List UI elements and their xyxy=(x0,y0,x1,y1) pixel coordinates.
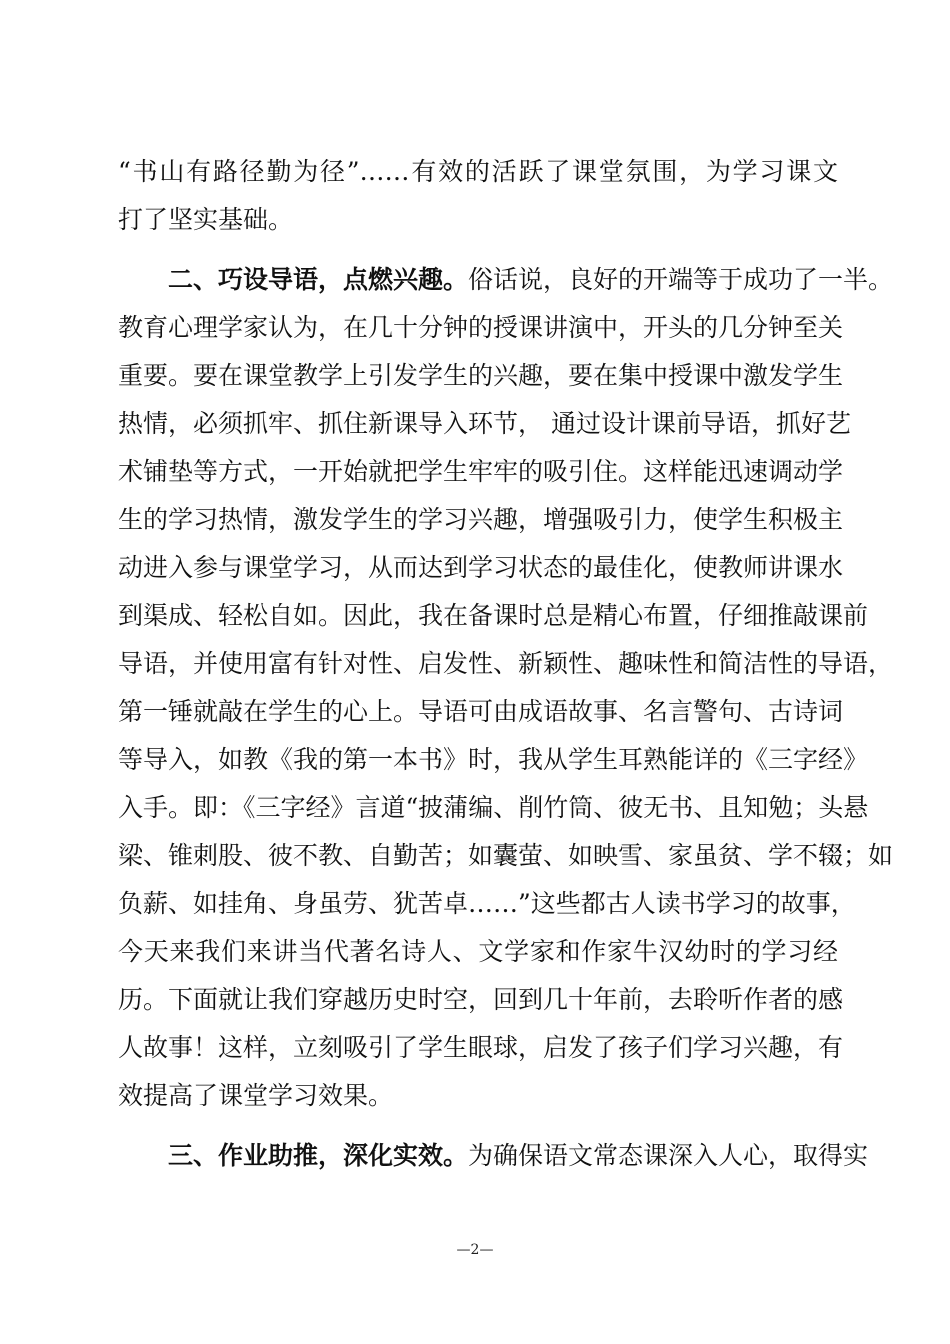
text-line: 重要。要在课堂教学上引发学生的兴趣，要在集中授课中激发学生 xyxy=(118,361,844,390)
text-line: 梁、锥刺股、彼不教、自勤苦；如囊萤、如映雪、家虽贫、学不辍；如 xyxy=(118,841,894,870)
page-number: —2— xyxy=(456,1242,494,1258)
text-line: 入手。即：《三字经》言道“披蒲编、削竹筒、彼无书、且知勉；头悬 xyxy=(118,793,869,822)
paragraph-1 xyxy=(118,148,838,244)
text-line xyxy=(118,1132,869,1180)
text-line: 术铺垫等方式，一开始就把学生牢牢的吸引住。这样能迅速调动学 xyxy=(118,457,844,486)
text-line xyxy=(118,256,894,304)
text-line: “书山有路径勤为径”……有效的活跃了课堂氛围，为学习课文 xyxy=(118,157,838,186)
text-line: 今天来我们来讲当代著名诗人、文学家和作家牛汉幼时的学习经 xyxy=(118,937,838,966)
section-heading: 三、作业助推，深化实效。 xyxy=(168,1141,469,1170)
paragraph-3 xyxy=(118,1132,869,1180)
text-line: 热情，必须抓牢、抓住新课导入环节， 通过设计课前导语，抓好艺 xyxy=(118,409,851,438)
text-line: 导语，并使用富有针对性、启发性、新颖性、趣味性和简洁性的导语， xyxy=(118,649,894,678)
paragraph-text: 为确保语文常态课深入人心，取得实 xyxy=(468,1141,869,1170)
text-line: 人故事！这样，立刻吸引了学生眼球，启发了孩子们学习兴趣，有 xyxy=(118,1033,844,1062)
text-line: 动进入参与课堂学习，从而达到学习状态的最佳化，使教师讲课水 xyxy=(118,553,844,582)
paragraph-text: 俗话说，良好的开端等于成功了一半。 xyxy=(468,265,894,294)
text-line: 打了坚实基础。 xyxy=(118,205,294,234)
text-line: 第一锤就敲在学生的心上。导语可由成语故事、名言警句、古诗词 xyxy=(118,697,844,726)
text-line: 教育心理学家认为，在几十分钟的授课讲演中，开头的几分钟至关 xyxy=(118,313,844,342)
text-line: 等导入，如教《我的第一本书》时，我从学生耳熟能详的《三字经》 xyxy=(118,745,869,774)
body-text xyxy=(118,148,894,1180)
text-line: 到渠成、轻松自如。因此，我在备课时总是精心布置，仔细推敲课前 xyxy=(118,601,869,630)
section-heading: 二、巧设导语，点燃兴趣。 xyxy=(168,265,469,294)
text-line: 生的学习热情，激发学生的学习兴趣，增强吸引力，使学生积极主 xyxy=(118,505,844,534)
text-line: 效提高了课堂学习效果。 xyxy=(118,1081,394,1110)
text-line: 负薪、如挂角、身虽劳、犹苦卓……”这些都古人读书学习的故事， xyxy=(118,889,856,918)
paragraph-2 xyxy=(118,256,894,1120)
text-line: 历。下面就让我们穿越历史时空，回到几十年前，去聆听作者的感 xyxy=(118,985,844,1014)
